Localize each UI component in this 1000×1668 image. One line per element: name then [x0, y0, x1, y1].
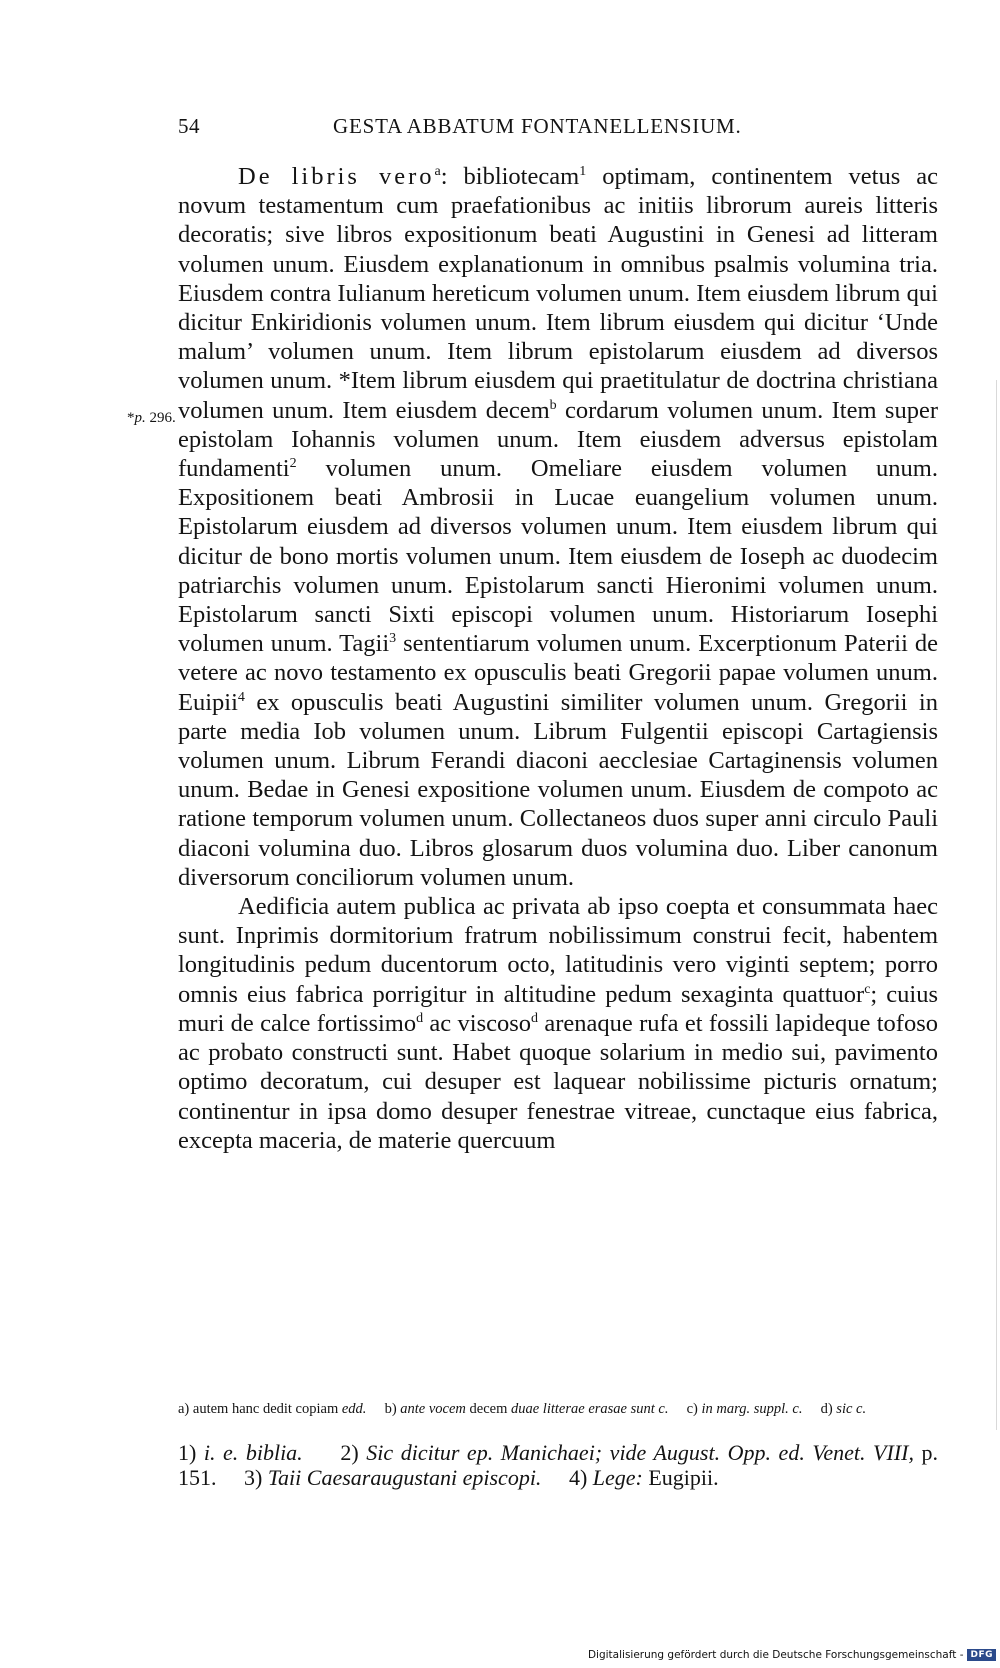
apparatus-text-b-pre: ante vocem [396, 1401, 470, 1417]
footnote-word-4: Eugipii. [648, 1465, 719, 1490]
apparatus-marker-d: d [416, 1010, 424, 1026]
text-run: ex opusculis beati Augustini similiter volumen unum. Gregorii in parte media Iob volumen unum. Librum Fulgentii episcopi Cartagiensis volumen unum. Librum Ferandi diaconi aecclesiae Cartaginensis volumen unum. Bedae in Genesi expositione volumen unum. Eiusdem de compoto ac ratione temporum volumen unum. Collectaneos duos super anni circulo Pauli diaconi volumina duo. Libros glosarum duos volumina duo. Liber canonum diversorum conciliorum volumen unum. [178, 688, 938, 891]
footnote-label-3: 3) [244, 1465, 263, 1490]
paragraph-aedificia [178, 892, 938, 1155]
apparatus-marker-b: b [549, 397, 557, 413]
footnotes [178, 1440, 938, 1490]
scan-edge-line [996, 380, 997, 1430]
text-run: ; cuius muri de calce fortissimo [178, 980, 938, 1037]
margin-ref-number: 296. [149, 410, 176, 426]
dfg-logo-icon: DFG [967, 1649, 996, 1661]
running-title: GESTA ABBATUM FONTANELLENSIUM. [333, 114, 742, 138]
paragraph-libri [178, 162, 938, 892]
main-text [178, 162, 938, 1155]
spaced-heading: De libris vero [238, 163, 435, 190]
footnote-lines [178, 1440, 938, 1490]
footnote-label-1: 1) [178, 1440, 197, 1465]
apparatus-marker-a: a [434, 164, 441, 179]
footnote-marker-2: 2 [289, 456, 297, 472]
apparatus-text-b-post: duae litterae erasae sunt c. [507, 1401, 669, 1417]
text-run: sententiarum volumen unum. Excerptionum Paterii de vetere ac novo testamento ex opusculis beati Gregorii papae volumen unum. Euipii [178, 630, 938, 716]
text-run: : bibliotecam [440, 163, 580, 190]
page-number: 54 [178, 114, 200, 138]
footnote-text-2: Sic dicitur ep. Manichaei; vide August. Opp. ed. Venet. VIII, [358, 1440, 922, 1465]
margin-marker: * [127, 410, 135, 426]
apparatus-text-c: in marg. suppl. c. [697, 1401, 803, 1417]
footnote-marker-4: 4 [237, 689, 245, 705]
footnote-label-2: 2) [340, 1440, 359, 1465]
digitization-credit [588, 1646, 996, 1664]
footnote-text-4: Lege: [587, 1465, 643, 1490]
apparatus-text-a: autem hanc dedit copiam [189, 1401, 342, 1417]
critical-apparatus [178, 1400, 938, 1419]
footnote-text-1: i. e. biblia. [196, 1440, 303, 1465]
footnote-label-4: 4) [568, 1465, 588, 1490]
footnote-marker-3: 3 [389, 631, 397, 647]
running-head [178, 114, 938, 144]
footnote-text-3: Taii Caesaraugustani episcopi. [262, 1465, 542, 1490]
footnote-marker-1: 1 [579, 164, 587, 179]
text-run: ac viscoso [423, 1009, 532, 1037]
apparatus-marker-d: d [531, 1010, 539, 1026]
margin-page-reference [127, 410, 176, 427]
apparatus-label-a: a) [178, 1401, 190, 1417]
footnote-ref-2: p. 151. [178, 1440, 939, 1490]
digitization-credit-text: Digitalisierung gefördert durch die Deutsche Forschungsgemeinschaft - [587, 1649, 964, 1661]
apparatus-label-c: c) [686, 1401, 698, 1417]
apparatus-text-d: sic c. [832, 1401, 867, 1417]
text-run: Aedificia autem publica ac privata ab ipso coepta et consummata haec sunt. Inprimis dormitorium fratrum nobilissimum construi fecit, habentem longitudinis pedum ducentorum octo, latitudinis vero viginti septem; porro omnis eius fabrica porrigitur in altitudine pedum sexaginta quattuor [178, 893, 938, 1008]
apparatus-label-b: b) [384, 1401, 397, 1417]
text-run: arenaque rufa et fossili lapideque tofoso ac probato constructi sunt. Habet quoque solarium in medio sui, pavimento optimo decoratum, cui desuper est laquear nobilissime picturis ornatum; continentur in ipsa domo desuper fenestrae vitreae, cunctaque eius fabrica, excepta maceria, de materie quercuum [178, 1009, 938, 1154]
apparatus-word-b: decem [469, 1401, 508, 1417]
text-run: cordarum volumen unum. Item super epistolam Iohannis volumen unum. Item eiusdem adversus epistolam fundamenti [178, 396, 938, 483]
text-run: volumen unum. Omeliare eiusdem volumen unum. Expositionem beati Ambrosii in Lucae euangelium volumen unum. Epistolarum eiusdem ad diversos volumen unum. Item eiusdem librum qui dicitur de bono mortis volumen unum. Item eiusdem de Ioseph ac duodecim patriarchis volumen unum. Epistolarum sancti Hieronimi volumen unum. Epistolarum sancti Sixti episcopi volumen unum. Historiarum Iosephi volumen unum. Tagii [178, 455, 938, 658]
apparatus-label-d: d) [820, 1401, 833, 1417]
text-run: optimam, continentem vetus ac novum testamentum cum praefationibus ac initiis librorum aureis litteris decoratis; sive libros expositionum beati Augustini in Genesi ad litteram volumen unum. Eiusdem explanationum in omnibus psalmis volumina tria. Eiusdem contra Iulianum hereticum volumen unum. Item eiusdem librum qui dicitur Enkiridionis volumen unum. Item librum eiusdem qui dicitur ‘Unde malum’ volumen unum. Item librum epistolarum eiusdem ad diversos volumen unum. *Item librum eiusdem qui praetitulatur de doctrina christiana volumen unum. Item eiusdem decem [178, 163, 939, 424]
apparatus-edd: edd. [341, 1401, 367, 1417]
apparatus-line [178, 1400, 938, 1419]
margin-ref-label: p. [134, 410, 146, 426]
apparatus-marker-c: c [864, 981, 871, 997]
